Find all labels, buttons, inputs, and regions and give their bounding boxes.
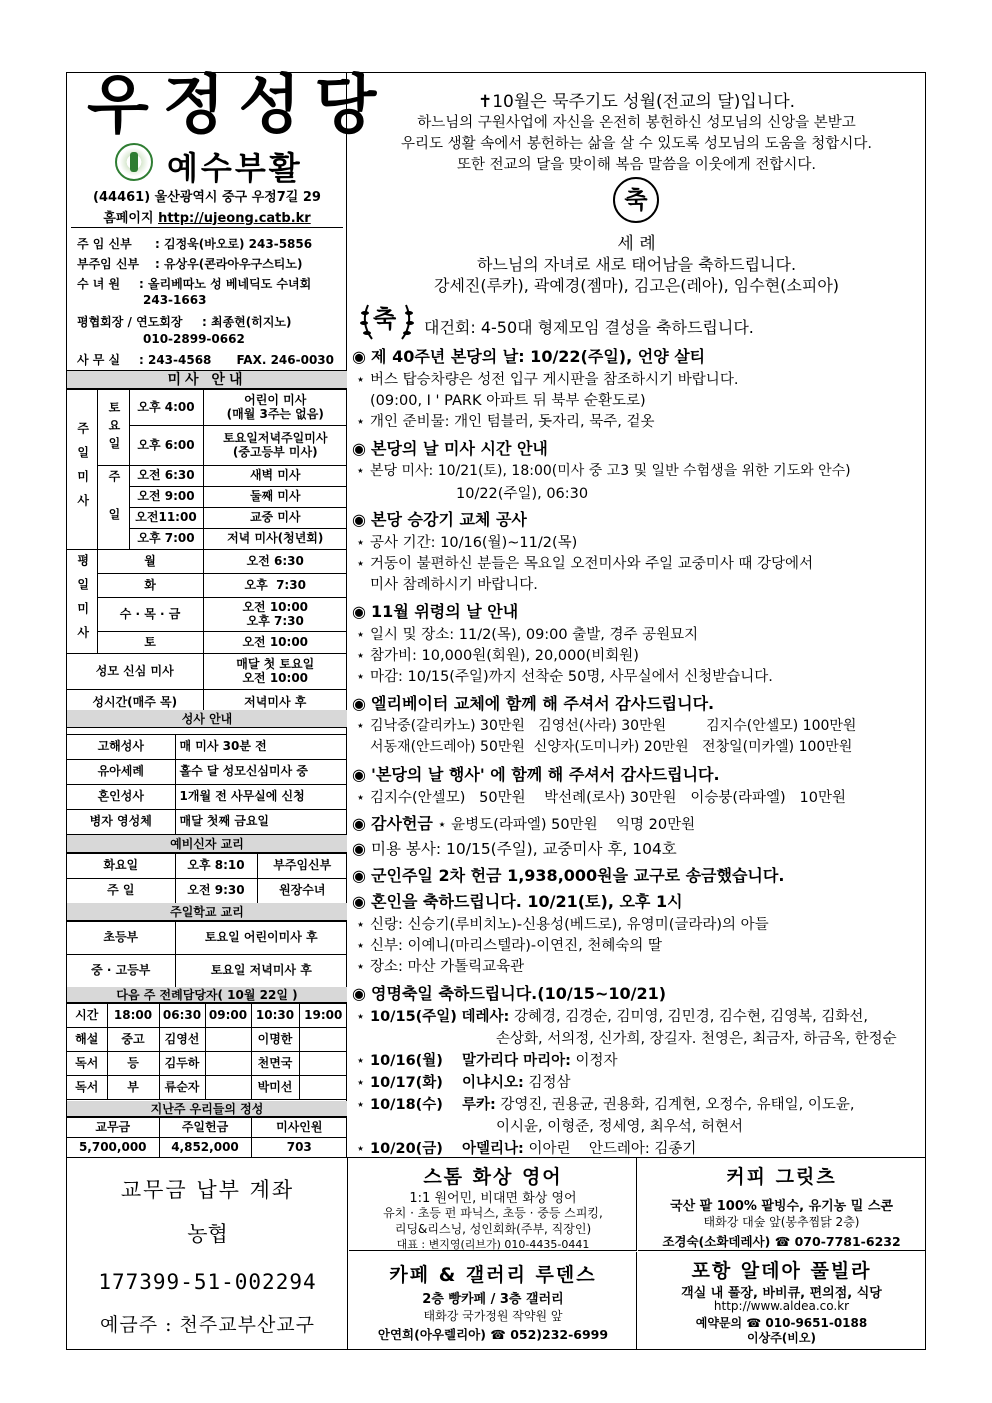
duty-col: 10:30 — [251, 1004, 299, 1028]
feast-row: ⋆ 10/20(금) 아델리나: 이아린 안드레아: 김종기 — [356, 1137, 696, 1158]
mass-time: 오전 9:00 — [129, 487, 203, 508]
banner-text: 또한 전교의 달을 맞이해 복음 말씀을 이웃에게 전합시다. — [456, 157, 817, 173]
offering-col: 교무금 — [67, 1118, 159, 1138]
notice-text: 일시 및 장소: 11/2(목), 09:00 출발, 경주 공원묘지 — [370, 627, 699, 643]
mass-desc: 저녁 미사(청년회) — [203, 529, 347, 550]
gallery-line: 2층 빵카페 / 3층 갤러리 — [422, 1292, 564, 1307]
feast-names: 이아린 안드레아: 김종기 — [528, 1141, 697, 1157]
account-bank: 농협 — [187, 1222, 228, 1246]
homepage-link[interactable]: http://ujeong.catb.kr — [158, 211, 311, 226]
bullet-icon: ◉ — [352, 602, 372, 621]
duty-cell: 부 — [107, 1076, 159, 1100]
feast-row: ⋆ 10/17(화) 이냐시오: 김정삼 — [356, 1071, 570, 1092]
adoration-value: 저녁미사 후 — [203, 690, 347, 717]
duty-col: 09:00 — [205, 1004, 251, 1028]
staff-value: : 243-4568 FAX. 246-0030 — [139, 353, 334, 367]
bullet-icon: ◉ — [352, 694, 372, 713]
baptism-title: 세 례 — [617, 234, 656, 254]
pool-line: 객실 내 풀장, 바비큐, 편의점, 식당 — [681, 1286, 882, 1301]
sunday-mass-label: 주일미사 — [67, 390, 97, 550]
weekday-time: 오전 6:30 — [203, 550, 347, 574]
duty-cell: 중고 — [107, 1028, 159, 1052]
offering-table — [67, 1117, 347, 1158]
notice-heading-text: 엘리베이터 교체에 함께 해 주셔서 감사드립니다. — [371, 694, 715, 713]
gallery-ad — [349, 1252, 637, 1350]
coffee-ad — [638, 1158, 925, 1251]
duty-table — [67, 1003, 347, 1100]
mary-mass-label: 성모 신심 미사 — [67, 654, 203, 690]
mass-time: 오후 6:00 — [129, 426, 203, 466]
parish-address: (44461) 울산광역시 중구 우정7길 29 — [93, 190, 321, 205]
left-column — [67, 69, 391, 1157]
notice-text: (09:00, I ' PARK 아파트 뒤 북부 순환도로) — [370, 393, 646, 409]
notice-line: ⋆ 공사 기간: 10/16(월)~11/2(목) — [356, 535, 578, 551]
coffee-line: 태화강 대숲 앞(봉추찜닭 2층) — [703, 1215, 860, 1229]
banner-title: 10월은 묵주기도 성월(전교의 달)입니다. — [492, 92, 796, 112]
mass-header: 미사 안내 — [67, 371, 347, 389]
english-title: 스톰 화상 영어 — [423, 1166, 563, 1188]
feast-row: ⋆ 10/18(수) 루카: 강영진, 권용균, 권용화, 김계현, 오정수, 유태일, 이도윤, — [356, 1093, 855, 1114]
notice-text: 본당 미사: 10/21(토), 18:00(미사 중 고3 및 일반 수험생을 위한 기도와 안수) — [370, 463, 851, 479]
duty-col: 시간 — [67, 1004, 107, 1028]
parish-title: 우정성당 — [87, 69, 391, 143]
offering-value: 4,852,000 — [159, 1138, 251, 1158]
bullet-icon: ◉ — [352, 839, 372, 858]
sacrament-header: 성사 안내 — [67, 710, 347, 728]
staff-row — [77, 351, 334, 368]
notice-heading-text: 미용 봉사: 10/15(주일), 교중미사 후, 104호 — [371, 840, 677, 858]
staff-role: 평협회장 / 연도회장 — [77, 315, 183, 329]
bullet-icon: ◉ — [352, 765, 372, 784]
notice-heading-text: 본당의 날 미사 시간 안내 — [371, 439, 548, 458]
feast-saint: 루카: — [462, 1097, 496, 1113]
mass-time: 오전11:00 — [129, 508, 203, 529]
notice-heading — [352, 344, 705, 367]
staff-value: : 유상우(콘라아우구스티노) — [155, 257, 303, 271]
notice-line: ⋆ 마감: 10/15(주일)까지 선착순 50명, 사무실에서 신청받습니다. — [356, 669, 773, 685]
feast-date: 10/15(주일) — [370, 1009, 457, 1025]
bullet-icon: ◉ — [352, 510, 372, 529]
staff-row — [77, 275, 311, 292]
english-ad — [349, 1158, 637, 1251]
bullet-icon: ◉ — [352, 347, 372, 366]
right-column — [348, 73, 925, 1157]
notice-line: ⋆ 참가비: 10,000원(회원), 20,000(비회원) — [356, 648, 639, 664]
notice-heading — [352, 889, 683, 912]
notice-text: 미사 참례하시기 바랍니다. — [370, 577, 538, 593]
school-value: 토요일 어린이미사 후 — [175, 922, 347, 955]
catechumen-time: 오전 9:30 — [175, 879, 257, 904]
notice-line: ⋆ 본당 미사: 10/21(토), 18:00(미사 중 고3 및 일반 수험생을 위한 기도와 안수) — [356, 463, 851, 479]
staff-value: 243-1663 — [143, 293, 207, 307]
banner-text: 우리도 생활 속에서 봉헌하는 삶을 살 수 있도록 성모님의 도움을 청합시다. — [401, 136, 872, 152]
school-value: 토요일 저녁미사 후 — [175, 955, 347, 988]
duty-cell — [205, 1028, 251, 1052]
pool-villa-ad — [638, 1252, 925, 1350]
notice-heading-text: 혼인을 축하드립니다. 10/21(토), 오후 1시 — [371, 892, 683, 911]
feast-saint: 이냐시오: — [462, 1075, 524, 1091]
sacrament-label: 병자 영성체 — [67, 810, 175, 835]
catechumen-time: 오후 8:10 — [175, 854, 257, 879]
weekday-day: 토 — [97, 632, 203, 654]
mary-mass-value: 매달 첫 토요일 오전 10:00 — [203, 654, 347, 690]
feast-row: ⋆ 10/15(주일) 데레사: 강혜경, 김경순, 김미영, 김민경, 김수현, 김영복, 김화선, — [356, 1009, 869, 1025]
duty-role: 독서 — [67, 1052, 107, 1076]
catechumen-day: 주 일 — [67, 879, 175, 904]
saturday-label: 토요일 — [97, 390, 129, 466]
bulletin-page — [66, 69, 926, 1350]
parish-logo-icon — [115, 143, 153, 181]
offering-value: 5,700,000 — [67, 1138, 159, 1158]
mass-desc: 둘째 미사 — [203, 487, 347, 508]
parish-header — [67, 69, 391, 371]
notice-text: 참가비: 10,000원(회원), 20,000(비회원) — [370, 648, 639, 664]
bullet-icon: ◉ — [352, 439, 372, 458]
notice-heading — [352, 436, 548, 459]
duty-cell: 등 — [107, 1052, 159, 1076]
gallery-line: 태화강 국가정원 작약원 앞 — [423, 1309, 563, 1323]
duty-cell: 천면국 — [251, 1052, 299, 1076]
catechumen-header: 예비신자 교리 — [67, 835, 347, 853]
catechumen-teacher: 원장수녀 — [257, 879, 347, 904]
sacrament-label: 유아세례 — [67, 760, 175, 785]
mass-table — [67, 389, 347, 717]
sunday-school-table — [67, 921, 347, 988]
notice-text: 버스 탑승차량은 성전 입구 게시판을 참조하시기 바랍니다. — [370, 372, 739, 388]
coffee-line: 조경숙(소화데레사) ☎ 070-7781-6232 — [662, 1234, 901, 1249]
notice-heading — [352, 762, 720, 785]
bullet-icon: ◉ — [352, 866, 372, 885]
sunday-school-section — [67, 903, 347, 988]
gallery-line: 안연희(아우렐리아) ☎ 052)232-6999 — [377, 1327, 609, 1342]
account-box — [67, 1158, 348, 1350]
notice-line: ⋆ 김지수(안셀모) 50만원 박선례(로사) 30만원 이승붕(라파엘) 10만원 — [356, 790, 846, 806]
sunday-label: 주일 — [97, 466, 129, 550]
notice-text: 마감: 10/15(주일)까지 선착순 50명, 사무실에서 신청받습니다. — [370, 669, 773, 685]
staff-value: : 최종현(히지노) — [202, 315, 292, 329]
pool-link[interactable]: http://www.aldea.co.kr — [713, 1299, 850, 1313]
coffee-title: 커피 그릿츠 — [726, 1166, 837, 1188]
homepage-label: 홈페이지 — [103, 211, 154, 226]
feast-saint: 아델리나: — [462, 1141, 524, 1157]
feast-row: ⋆ 10/16(월) 말가리다 마리아: 이정자 — [356, 1049, 618, 1070]
duty-cell — [299, 1052, 347, 1076]
staff-row — [77, 235, 312, 252]
wreath-chuk: 축 — [373, 305, 397, 333]
english-line: 1:1 원어민, 비대면 화상 영어 — [409, 1191, 577, 1206]
duty-col: 18:00 — [107, 1004, 159, 1028]
notice-heading-text: 군인주일 2차 헌금 1,938,000원을 교구로 송금했습니다. — [371, 866, 785, 885]
catechumen-day: 화요일 — [67, 854, 175, 879]
mass-desc: 어린이 미사 (매월 3주는 없음) — [203, 390, 347, 426]
feast-date: 10/20(금) — [370, 1141, 443, 1157]
duty-cell: 박미선 — [251, 1076, 299, 1100]
english-line: 유치 · 초등 펀 파닉스, 초등 · 중등 스피킹, — [383, 1206, 603, 1220]
sacrament-table — [67, 734, 347, 835]
duty-cell — [299, 1028, 347, 1052]
english-line: 리딩&리스닝, 성인회화(주부, 직장인) — [394, 1222, 592, 1236]
notice-line: ⋆ 신부: 이예니(마리스텔라)-이연진, 천혜숙의 딸 — [356, 938, 662, 954]
notice-text: 서동재(안드레아) 50만원 신양자(도미니카) 20만원 전창일(미카엘) 100만원 — [370, 739, 853, 755]
notice-line: ⋆ 버스 탑승차량은 성전 입구 게시판을 참조하시기 바랍니다. — [356, 372, 739, 388]
feast-names: 이시윤, 이형준, 정세영, 최우석, 허현서 — [496, 1119, 743, 1135]
english-line: 대표 : 변지영(리브가) 010-4435-0441 — [396, 1238, 590, 1251]
notice-text: 윤병도(라파엘) 50만원 익명 20만원 — [451, 817, 696, 833]
weekday-day: 수 · 목 · 금 — [97, 598, 203, 632]
notice-text: 김낙중(갈리카노) 30만원 김영선(사라) 30만원 김지수(안셀모) 100만원 — [370, 718, 857, 734]
bullet-icon: ◉ — [352, 892, 372, 911]
sacrament-label: 고해성사 — [67, 735, 175, 760]
notice-heading — [352, 981, 666, 1004]
sunday-school-header: 주일학교 교리 — [67, 903, 347, 921]
notice-heading-text: '본당의 날 행사' 에 함께 해 주셔서 감사드립니다. — [371, 765, 720, 784]
mass-time: 오전 6:30 — [129, 466, 203, 487]
duty-section — [67, 987, 347, 1100]
feast-names: 김정삼 — [528, 1075, 571, 1091]
feast-date: 10/18(수) — [370, 1097, 443, 1113]
feast-date: 10/16(월) — [370, 1053, 443, 1069]
catechumen-table — [67, 853, 347, 904]
notice-heading — [352, 863, 784, 886]
banner-line — [348, 87, 925, 112]
notice-heading — [352, 811, 695, 834]
sacrament-label: 혼인성사 — [67, 785, 175, 810]
feast-names: 강영진, 권용균, 권용화, 김계현, 오정수, 유태일, 이도윤, — [500, 1097, 855, 1113]
coffee-line: 국산 팥 100% 팥빙수, 유기농 밀 스콘 — [670, 1199, 893, 1214]
feast-date: 10/17(화) — [370, 1075, 443, 1091]
pool-line: 이상주(비오) — [747, 1331, 816, 1345]
feast-names: 강혜경, 김경순, 김미영, 김민경, 김수현, 김영복, 김화선, — [513, 1009, 869, 1025]
notice-heading-text: 본당 승강기 교체 공사 — [371, 510, 527, 529]
school-label: 초등부 — [67, 922, 175, 955]
notice-text: 김지수(안셀모) 50만원 박선례(로사) 30만원 이승붕(라파엘) 10만원 — [370, 790, 846, 806]
baptism-line: 하느님의 자녀로 새로 태어남을 축하드립니다. — [476, 255, 797, 274]
sacrament-value: 홀수 달 성모신심미사 중 — [175, 760, 347, 785]
feast-title: 예수부활 — [167, 149, 303, 187]
banner-text: 하느님의 구원사업에 자신을 온전히 봉헌하신 성모님의 신앙을 본받고 — [417, 115, 856, 131]
catechumen-section — [67, 835, 347, 904]
notice-line: ⋆ 개인 준비물: 개인 텀블러, 돗자리, 묵주, 겉옷 — [356, 414, 655, 430]
mass-section — [67, 371, 347, 717]
weekday-time: 오후 7:30 — [203, 574, 347, 598]
sacrament-value: 매달 첫째 금요일 — [175, 810, 347, 835]
duty-col: 19:00 — [299, 1004, 347, 1028]
homepage-line — [67, 207, 347, 226]
pool-title: 포항 알데아 풀빌라 — [691, 1260, 872, 1282]
bullet-icon: ◉ — [352, 984, 372, 1003]
notice-line: ⋆ 김낙중(갈리카노) 30만원 김영선(사라) 30만원 김지수(안셀모) 100만원 — [356, 718, 857, 734]
notice-heading-text: 11월 위령의 날 안내 — [371, 602, 519, 621]
mass-desc: 새벽 미사 — [203, 466, 347, 487]
offering-col: 주일헌금 — [159, 1118, 251, 1138]
mass-desc: 토요일저녁주일미사 (중고등부 미사) — [203, 426, 347, 466]
staff-row — [77, 255, 302, 272]
notice-heading-text: 영명축일 축하드립니다.(10/15~10/21) — [371, 984, 667, 1003]
notice-heading — [352, 691, 714, 714]
gallery-title: 카페 & 갤러리 루덴스 — [389, 1264, 597, 1286]
notice-text: 장소: 마산 가톨릭교육관 — [370, 959, 525, 975]
baptism-names: 강세진(루카), 곽예경(젬마), 김고은(레아), 임수현(소피아) — [433, 276, 840, 295]
weekday-mass-label: 평일미사 — [67, 550, 97, 654]
divider — [71, 227, 343, 228]
notice-text: 공사 기간: 10/16(월)~11/2(목) — [370, 535, 578, 551]
feast-saint: 데레사: — [461, 1009, 510, 1025]
offering-header: 지난주 우리들의 정성 — [67, 1101, 347, 1117]
weekday-day: 화 — [97, 574, 203, 598]
notice-text: 거동이 불편하신 분들은 목요일 오전미사와 주일 교중미사 때 강당에서 — [370, 556, 814, 572]
staff-role: 수 녀 원 — [77, 277, 121, 291]
notice-heading-text: 감사헌금 — [371, 814, 433, 833]
staff-value: : 김정욱(바오로) 243-5856 — [155, 237, 313, 251]
account-number: 177399-51-002294 — [98, 1270, 317, 1294]
notice-text: 신부: 이예니(마리스텔라)-이연진, 천혜숙의 딸 — [370, 938, 662, 954]
duty-role: 독서 — [67, 1076, 107, 1100]
account-title: 교무금 납부 계좌 — [120, 1178, 295, 1202]
weekday-day: 월 — [97, 550, 203, 574]
notice-heading-text: 제 40주년 본당의 날: 10/22(주일), 언양 살티 — [371, 347, 706, 366]
duty-col: 06:30 — [159, 1004, 205, 1028]
staff-value: : 올리베따노 성 베네딕도 수녀회 — [139, 277, 312, 291]
mass-time: 오후 4:00 — [129, 390, 203, 426]
account-holder: 예금주 : 천주교부산교구 — [99, 1314, 316, 1336]
sacrament-value: 매 미사 30분 전 — [175, 735, 347, 760]
sacrament-section — [67, 710, 347, 835]
duty-cell: 김두하 — [159, 1052, 205, 1076]
bullet-icon: ◉ — [352, 814, 372, 833]
staff-role: 사 무 실 — [77, 353, 121, 367]
daegeon-notice: 대건회: 4-50대 형제모임 결성을 축하드립니다. — [424, 318, 754, 337]
weekday-time: 오전 10:00 — [203, 632, 347, 654]
notice-line: ⋆ 일시 및 장소: 11/2(목), 09:00 출발, 경주 공원묘지 — [356, 627, 699, 643]
staff-role: 부주임 신부 — [77, 257, 140, 271]
duty-header: 다음 주 전례담당자( 10월 22일 ) — [67, 987, 347, 1003]
duty-cell: 김영선 — [159, 1028, 205, 1052]
duty-role: 해설 — [67, 1028, 107, 1052]
staff-value: 010-2899-0662 — [143, 332, 245, 346]
notice-line: ⋆ 거동이 불편하신 분들은 목요일 오전미사와 주일 교중미사 때 강당에서 — [356, 556, 814, 572]
feast-saint: 말가리다 마리아: — [462, 1053, 571, 1069]
cross-icon: ✝ — [477, 92, 493, 112]
offering-col: 미사인원 — [251, 1118, 347, 1138]
notice-heading — [352, 599, 518, 622]
duty-cell — [205, 1076, 251, 1100]
star-icon: ⋆ — [437, 817, 447, 833]
staff-row — [77, 313, 292, 330]
notice-line: ⋆ 장소: 마산 가톨릭교육관 — [356, 959, 525, 975]
weekday-time: 오전 10:00 오후 7:30 — [203, 598, 347, 632]
notice-text: 개인 준비물: 개인 텀블러, 돗자리, 묵주, 겉옷 — [370, 414, 655, 430]
notice-text: 10/22(주일), 06:30 — [456, 486, 589, 502]
sacrament-value: 1개월 전 사무실에 신청 — [175, 785, 347, 810]
notice-heading — [352, 507, 527, 530]
pool-line: 예약문의 ☎ 010-9651-0188 — [695, 1316, 868, 1330]
school-label: 중 · 고등부 — [67, 955, 175, 988]
mass-time: 오후 7:00 — [129, 529, 203, 550]
notice-text: 신랑: 신승기(루비치노)-신용성(베드로), 유영미(글라라)의 아들 — [370, 917, 769, 933]
duty-cell — [205, 1052, 251, 1076]
offering-value: 703 — [251, 1138, 347, 1158]
mass-desc: 교중 미사 — [203, 508, 347, 529]
notice-heading — [352, 837, 677, 859]
catechumen-teacher: 부주임신부 — [257, 854, 347, 879]
feast-names: 이정자 — [575, 1053, 618, 1069]
feast-names: 손상화, 서의정, 신가희, 장길자. 천영은, 최금자, 하금옥, 한정순 — [496, 1031, 897, 1047]
adoration-label: 성시간(매주 목) — [67, 690, 203, 717]
duty-cell: 이명한 — [251, 1028, 299, 1052]
staff-role: 주 임 신부 — [77, 237, 132, 251]
duty-cell — [299, 1076, 347, 1100]
duty-cell: 류순자 — [159, 1076, 205, 1100]
notice-line: ⋆ 신랑: 신승기(루비치노)-신용성(베드로), 유영미(글라라)의 아들 — [356, 917, 769, 933]
ads-section — [67, 1157, 925, 1349]
offering-section — [67, 1101, 347, 1158]
congratulation-badge-icon: 축 — [613, 177, 659, 223]
